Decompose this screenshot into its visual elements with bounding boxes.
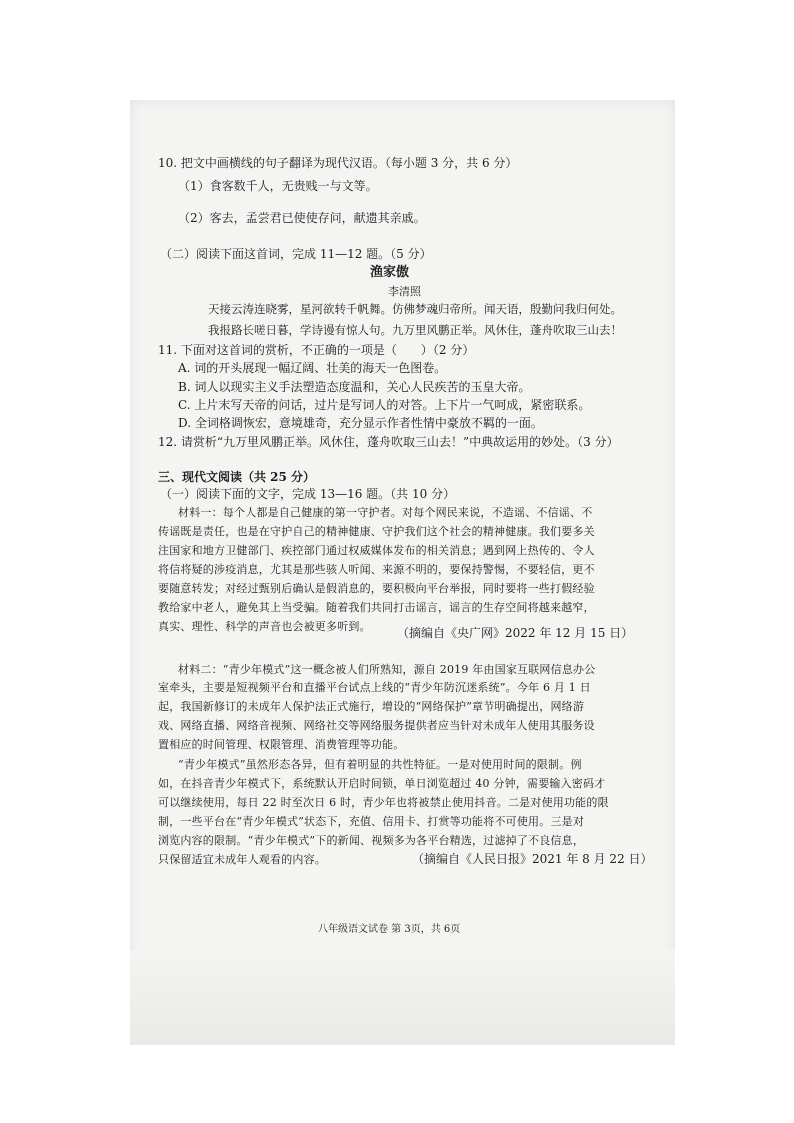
question-11-option-d: D. 全词格调恢宏，意境雄奇，充分显示作者性情中豪放不羁的一面。 (178, 416, 543, 430)
poem-line-2: 我报路长嗟日暮，学诗谩有惊人句。九万里风鹏正举。风休住，蓬舟吹取三山去！ (208, 323, 622, 337)
bleed-through-area (700, 160, 760, 220)
material-2-line-11: 只保留适宜未成年人观看的内容。 (158, 853, 326, 866)
material-1-line-3: 注国家和地方卫健部门、疾控部门通过权威媒体发布的相关消息；遇到网上热传的、令人 (158, 544, 595, 557)
material-1-line-7: 真实、理性、科学的声音也会被更多听到。 (158, 620, 371, 633)
material-1-line-5: 要随意转发；对经过甄别后确认是假消息的，要积极向平台举报，同时要将一些打假经验 (158, 582, 595, 595)
page-footer: 八年级语文试卷 第 3页，共 6页 (318, 924, 461, 935)
question-10-sentence-2: （2）客去，孟尝君已使使存问，献遗其亲戚。 (178, 211, 426, 225)
scan-bottom-shading (130, 950, 675, 1045)
material-1-source: （摘编自《央广网》2022 年 12 月 15 日） (397, 626, 634, 640)
question-11-option-c: C. 上片末写天帝的问话，过片是写词人的对答。上下片一气呵成，紧密联系。 (178, 398, 591, 412)
material-2-line-2: 室牵头，主要是短视频平台和直播平台试点上线的“青少年防沉迷系统”。今年 6 月 1 日 (158, 681, 591, 694)
section-2-heading: （二）阅读下面这首词，完成 11—12 题。（5 分） (160, 247, 432, 261)
question-11-option-b: B. 词人以现实主义手法塑造态度温和，关心人民疾苦的玉皇大帝。 (178, 380, 531, 394)
material-1-line-4: 将信将疑的涉疫消息，尤其是那些骇人听闻、来源不明的，要保持警惕，不要轻信，更不 (158, 563, 595, 576)
section-3-heading: 三、现代文阅读（共 25 分） (158, 470, 316, 484)
poem-author: 李清照 (388, 285, 421, 298)
material-1-line-1: 材料一：每个人都是自己健康的第一守护者。对每个网民来说，不造谣、不信谣、不 (178, 506, 593, 519)
question-12-stem: 12. 请赏析“九万里风鹏正举。风休住，蓬舟吹取三山去！”中典故运用的妙处。（3 分） (158, 435, 619, 449)
poem-title: 渔家傲 (370, 265, 410, 280)
material-2-line-6: “青少年模式”虽然形态各异，但有着明显的共性特征。一是对使用时间的限制。例 (178, 758, 582, 771)
material-2-line-5: 置相应的时间管理、权限管理、消费管理等功能。 (158, 738, 405, 751)
material-2-line-3: 起，我国新修订的未成年人保护法正式施行，增设的“网络保护”章节明确提出，网络游 (158, 700, 585, 713)
material-2-line-1: 材料二：“青少年模式”这一概念被人们所熟知，源自 2019 年由国家互联网信息办公 (178, 663, 596, 676)
material-2-line-9: 制，一些平台在“青少年模式”状态下，充值、信用卡、打赏等功能将不可使用。三是对 (158, 815, 585, 828)
material-2-line-8: 可以继续使用，每日 22 时至次日 6 时，青少年也将被禁止使用抖音。二是对使用功能的限 (158, 796, 609, 809)
material-1-line-6: 教给家中老人，避免其上当受骗。随着我们共同打击谣言，谣言的生存空间将越来越窄， (158, 601, 595, 614)
section-3-subheading: （一）阅读下面的文字，完成 13—16 题。（共 10 分） (160, 487, 456, 501)
material-2-source: （摘编自《人民日报》2021 年 8 月 22 日） (412, 852, 653, 866)
question-10-sentence-1: （1）食客数千人，无贵贱一与文等。 (178, 179, 378, 193)
question-11-option-a: A. 词的开头展现一幅辽阔、壮美的海天一色图卷。 (178, 361, 447, 375)
question-11-stem: 11. 下面对这首词的赏析，不正确的一项是（ ）（2 分） (158, 343, 475, 357)
poem-line-1: 天接云涛连晓雾，星河欲转千帆舞。仿佛梦魂归帝所。闻天语，殷勤问我归何处。 (208, 302, 622, 316)
material-2-line-4: 戏、网络直播、网络音视频、网络社交等网络服务提供者应当针对未成年人使用其服务设 (158, 719, 595, 732)
material-2-line-10: 浏览内容的限制。“青少年模式”下的新闻、视频多为各平台精选，过滤掉了不良信息， (158, 834, 585, 847)
material-1-line-2: 传谣既是责任，也是在守护自己的精神健康、守护我们这个社会的精神健康。我们要多关 (158, 525, 595, 538)
question-10-heading: 10. 把文中画横线的句子翻译为现代汉语。（每小题 3 分，共 6 分） (158, 156, 518, 170)
material-2-line-7: 如，在抖音青少年模式下，系统默认开启时间锁，单日浏览超过 40 分钟，需要输入密码才 (158, 777, 606, 790)
